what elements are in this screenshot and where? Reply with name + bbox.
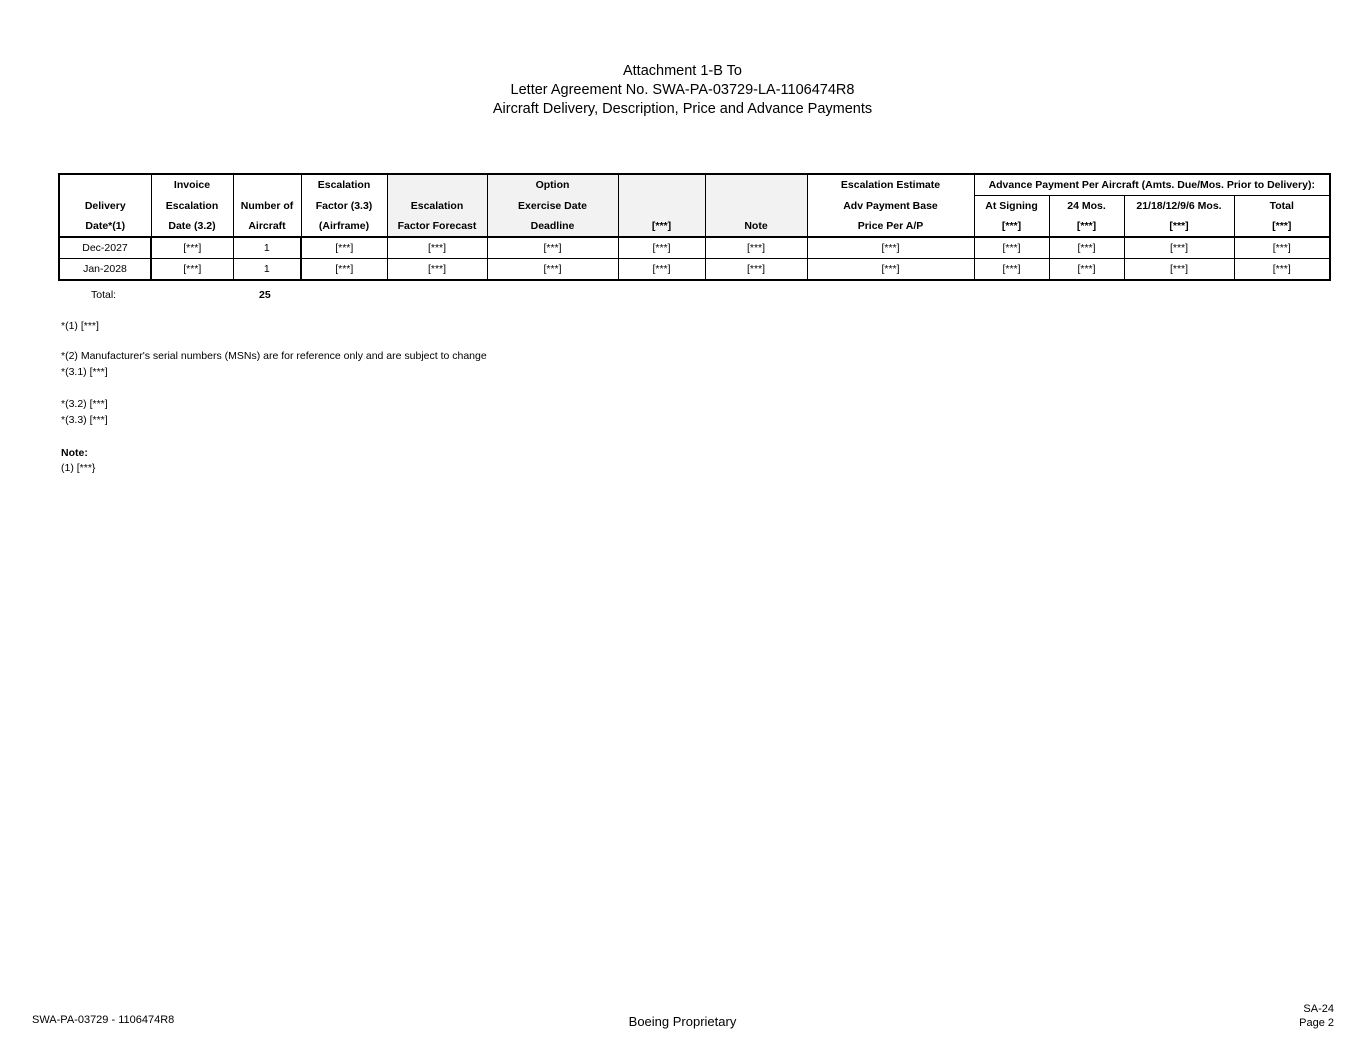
note-label: Note: [61, 447, 88, 459]
header-cell: Escalation [151, 196, 233, 217]
header-cell: Price Per A/P [807, 216, 974, 237]
header-cell: Factor (3.3) [301, 196, 387, 217]
header-cell [618, 174, 705, 196]
table-cell: [***] [1049, 237, 1124, 259]
header-cell: Total [1234, 196, 1330, 217]
header-cell: [***] [1124, 216, 1234, 237]
table-cell: [***] [487, 259, 618, 281]
header-row-2 [59, 196, 1330, 217]
table-cell: [***] [301, 259, 387, 281]
table-cell: [***] [705, 259, 807, 281]
header-cell: Delivery [59, 196, 151, 217]
header-cell: Deadline [487, 216, 618, 237]
header-cell: [***] [1049, 216, 1124, 237]
header-cell: [***] [618, 216, 705, 237]
title-description: Aircraft Delivery, Description, Price and Advance Payments [492, 101, 873, 117]
header-cell: At Signing [974, 196, 1049, 217]
table-cell: [***] [807, 237, 974, 259]
footer-proprietary: Boeing Proprietary [628, 1014, 737, 1029]
title-attachment: Attachment 1-B To [622, 63, 743, 79]
header-cell: Adv Payment Base [807, 196, 974, 217]
table-cell: Dec-2027 [59, 237, 151, 259]
footnote-3-3: *(3.3) [***] [61, 414, 108, 426]
delivery-schedule-table [58, 173, 1331, 281]
table-cell: 1 [233, 237, 301, 259]
table-cell: [***] [1234, 237, 1330, 259]
header-cell: Escalation [387, 196, 487, 217]
total-value: 25 [259, 289, 271, 301]
table-cell: [***] [387, 237, 487, 259]
header-cell: 24 Mos. [1049, 196, 1124, 217]
footnote-3-2: *(3.2) [***] [61, 398, 108, 410]
table-cell: [***] [151, 259, 233, 281]
advance-payment-group-header: Advance Payment Per Aircraft (Amts. Due/Mos. Prior to Delivery): [974, 174, 1330, 196]
table-cell: [***] [151, 237, 233, 259]
footer-sa-number: SA-24 [1303, 1003, 1334, 1015]
header-cell: Exercise Date [487, 196, 618, 217]
table-cell: [***] [974, 237, 1049, 259]
header-cell [233, 174, 301, 196]
footer-page-number: Page 2 [1299, 1017, 1334, 1029]
table-cell: [***] [1124, 237, 1234, 259]
header-cell: Number of [233, 196, 301, 217]
footer-page-info [1299, 1002, 1334, 1030]
header-cell: Escalation Estimate [807, 174, 974, 196]
table-cell: [***] [618, 259, 705, 281]
note-1: (1) [***} [61, 462, 96, 474]
table-cell: Jan-2028 [59, 259, 151, 281]
total-label: Total: [91, 289, 117, 301]
table-cell: [***] [301, 237, 387, 259]
header-cell: Aircraft [233, 216, 301, 237]
table-cell: [***] [1049, 259, 1124, 281]
footnote-1: *(1) [***] [61, 320, 99, 332]
header-cell: [***] [1234, 216, 1330, 237]
header-cell: [***] [974, 216, 1049, 237]
header-cell [705, 196, 807, 217]
table-cell: [***] [974, 259, 1049, 281]
header-cell: Date*(1) [59, 216, 151, 237]
table-cell: [***] [487, 237, 618, 259]
footnote-2: *(2) Manufacturer's serial numbers (MSNs) are for reference only and are subject to change [61, 350, 487, 362]
header-cell: Note [705, 216, 807, 237]
table-row [59, 237, 1330, 259]
table-cell: [***] [618, 237, 705, 259]
table-row [59, 259, 1330, 281]
header-cell [59, 174, 151, 196]
table-cell: 1 [233, 259, 301, 281]
header-cell: Escalation [301, 174, 387, 196]
footnote-3-1: *(3.1) [***] [61, 366, 108, 378]
footer-document-id: SWA-PA-03729 - 1106474R8 [32, 1014, 175, 1026]
table-cell: [***] [807, 259, 974, 281]
header-cell: (Airframe) [301, 216, 387, 237]
header-cell: Option [487, 174, 618, 196]
header-cell: Date (3.2) [151, 216, 233, 237]
header-cell [705, 174, 807, 196]
title-letter-agreement: Letter Agreement No. SWA-PA-03729-LA-1106474R8 [510, 82, 855, 98]
header-cell: 21/18/12/9/6 Mos. [1124, 196, 1234, 217]
header-cell: Invoice [151, 174, 233, 196]
header-row-3 [59, 216, 1330, 237]
table-cell: [***] [1234, 259, 1330, 281]
header-row-1 [59, 174, 1330, 196]
table-cell: [***] [705, 237, 807, 259]
header-cell: Factor Forecast [387, 216, 487, 237]
header-cell [387, 174, 487, 196]
table-cell: [***] [387, 259, 487, 281]
table-cell: [***] [1124, 259, 1234, 281]
header-cell [618, 196, 705, 217]
